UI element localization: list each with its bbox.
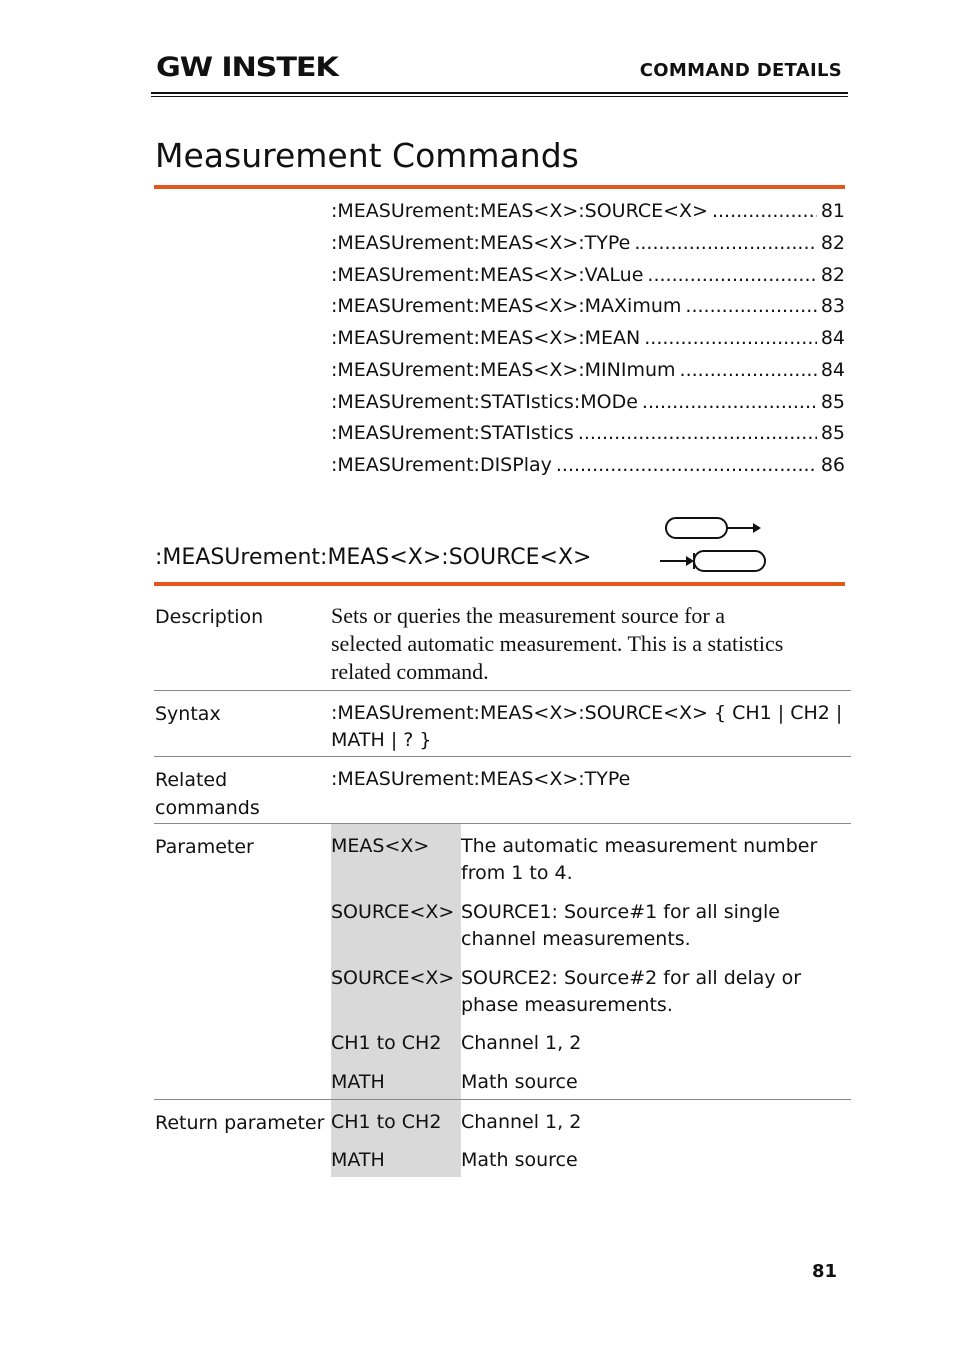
parameter-name: MEAS<X> <box>331 835 430 857</box>
return-name: CH1 to CH2 <box>331 1111 442 1133</box>
toc-leader <box>685 295 816 317</box>
row-divider <box>154 823 851 824</box>
description-line: Sets or queries the measurement source for a <box>331 603 726 628</box>
toc-page: 82 <box>820 263 845 286</box>
description-line: related command. <box>331 659 489 684</box>
parameter-label: Parameter <box>155 836 254 858</box>
set-icon <box>666 518 761 538</box>
toc-leader <box>712 200 817 222</box>
toc-entry[interactable] <box>331 422 845 454</box>
description-line: selected automatic measurement. This is a statistics <box>331 631 784 656</box>
syntax-text <box>331 700 842 754</box>
toc-entry[interactable] <box>331 232 845 264</box>
parameter-name: MATH <box>331 1071 385 1093</box>
row-divider <box>154 1099 851 1100</box>
return-parameter-label: Return parameter <box>155 1112 325 1134</box>
toc-leader <box>680 359 817 381</box>
row-divider <box>154 690 851 691</box>
query-icon <box>660 551 765 571</box>
toc-command: :MEASUrement:MEAS<X>:MINImum <box>331 358 676 381</box>
toc-page: 84 <box>820 358 845 381</box>
command-title: :MEASUrement:MEAS<X>:SOURCE<X> <box>155 545 592 570</box>
toc-command: :MEASUrement:MEAS<X>:VALue <box>331 263 644 286</box>
syntax-label: Syntax <box>155 703 221 725</box>
parameter-desc-line: The automatic measurement number <box>461 835 818 857</box>
toc-leader <box>647 264 816 286</box>
toc-leader <box>634 232 816 254</box>
parameter-name-column <box>331 824 461 1099</box>
parameter-desc-line: SOURCE2: Source#2 for all delay or <box>461 967 802 989</box>
parameter-desc <box>461 1030 841 1057</box>
parameter-desc-line: from 1 to 4. <box>461 862 573 884</box>
parameter-desc <box>461 1069 841 1096</box>
description-label: Description <box>155 606 264 628</box>
toc-page: 85 <box>820 422 845 445</box>
return-name: MATH <box>331 1149 385 1171</box>
return-desc: Math source <box>461 1149 578 1171</box>
toc-page: 83 <box>820 295 845 318</box>
description-text <box>331 602 851 686</box>
return-desc: Channel 1, 2 <box>461 1111 582 1133</box>
page-number: 81 <box>812 1261 838 1282</box>
toc-entry[interactable] <box>331 200 845 232</box>
toc-entry[interactable] <box>331 454 845 486</box>
header-divider-thin <box>151 96 848 97</box>
parameter-name: CH1 to CH2 <box>331 1032 442 1054</box>
toc-command: :MEASUrement:MEAS<X>:MAXimum <box>331 295 682 318</box>
parameter-desc-line: Channel 1, 2 <box>461 1032 582 1054</box>
toc-command: :MEASUrement:MEAS<X>:SOURCE<X> <box>331 200 708 222</box>
header-divider <box>151 92 848 94</box>
toc-entry[interactable] <box>331 264 845 296</box>
parameter-desc <box>461 833 841 887</box>
parameter-desc-line: channel measurements. <box>461 928 691 950</box>
toc-command: :MEASUrement:MEAS<X>:TYPe <box>331 231 631 254</box>
toc-leader <box>644 327 817 349</box>
parameter-desc-line: phase measurements. <box>461 994 673 1016</box>
toc-page: 81 <box>820 200 845 222</box>
parameter-desc-line: SOURCE1: Source#1 for all single <box>461 901 780 923</box>
set-query-icons <box>655 514 770 576</box>
toc-command: :MEASUrement:STATIstics:MODe <box>331 390 638 413</box>
parameter-desc-line: Math source <box>461 1071 578 1093</box>
parameter-desc <box>461 965 841 1019</box>
related-label-line: commands <box>155 797 260 819</box>
toc-leader <box>556 454 817 476</box>
title-underline <box>154 185 845 189</box>
toc-entry[interactable] <box>331 391 845 423</box>
command-underline <box>154 582 845 586</box>
brand-logo: GW INSTEK <box>156 52 338 83</box>
toc-page: 84 <box>820 327 845 349</box>
toc-page: 82 <box>820 231 845 254</box>
toc-leader <box>642 391 817 413</box>
toc-command: :MEASUrement:MEAS<X>:MEAN <box>331 327 641 349</box>
toc-page: 86 <box>820 454 845 476</box>
toc-leader <box>578 422 817 444</box>
toc-command: :MEASUrement:STATIstics <box>331 422 574 445</box>
parameter-name: SOURCE<X> <box>331 901 455 923</box>
toc-entry[interactable] <box>331 295 845 327</box>
related-command[interactable]: :MEASUrement:MEAS<X>:TYPe <box>331 768 631 790</box>
parameter-desc <box>461 899 841 953</box>
related-label-line: Related <box>155 769 228 791</box>
table-of-contents <box>331 200 845 486</box>
page-title: Measurement Commands <box>155 136 579 175</box>
syntax-line: MATH | ? } <box>331 729 432 751</box>
syntax-line: :MEASUrement:MEAS<X>:SOURCE<X> { CH1 | CH2 | <box>331 702 843 724</box>
toc-entry[interactable] <box>331 359 845 391</box>
toc-entry[interactable] <box>331 327 845 359</box>
parameter-name: SOURCE<X> <box>331 967 455 989</box>
toc-page: 85 <box>820 390 845 413</box>
row-divider <box>154 756 851 757</box>
section-title: COMMAND DETAILS <box>639 60 842 81</box>
related-label <box>155 766 260 822</box>
toc-command: :MEASUrement:DISPlay <box>331 454 552 476</box>
